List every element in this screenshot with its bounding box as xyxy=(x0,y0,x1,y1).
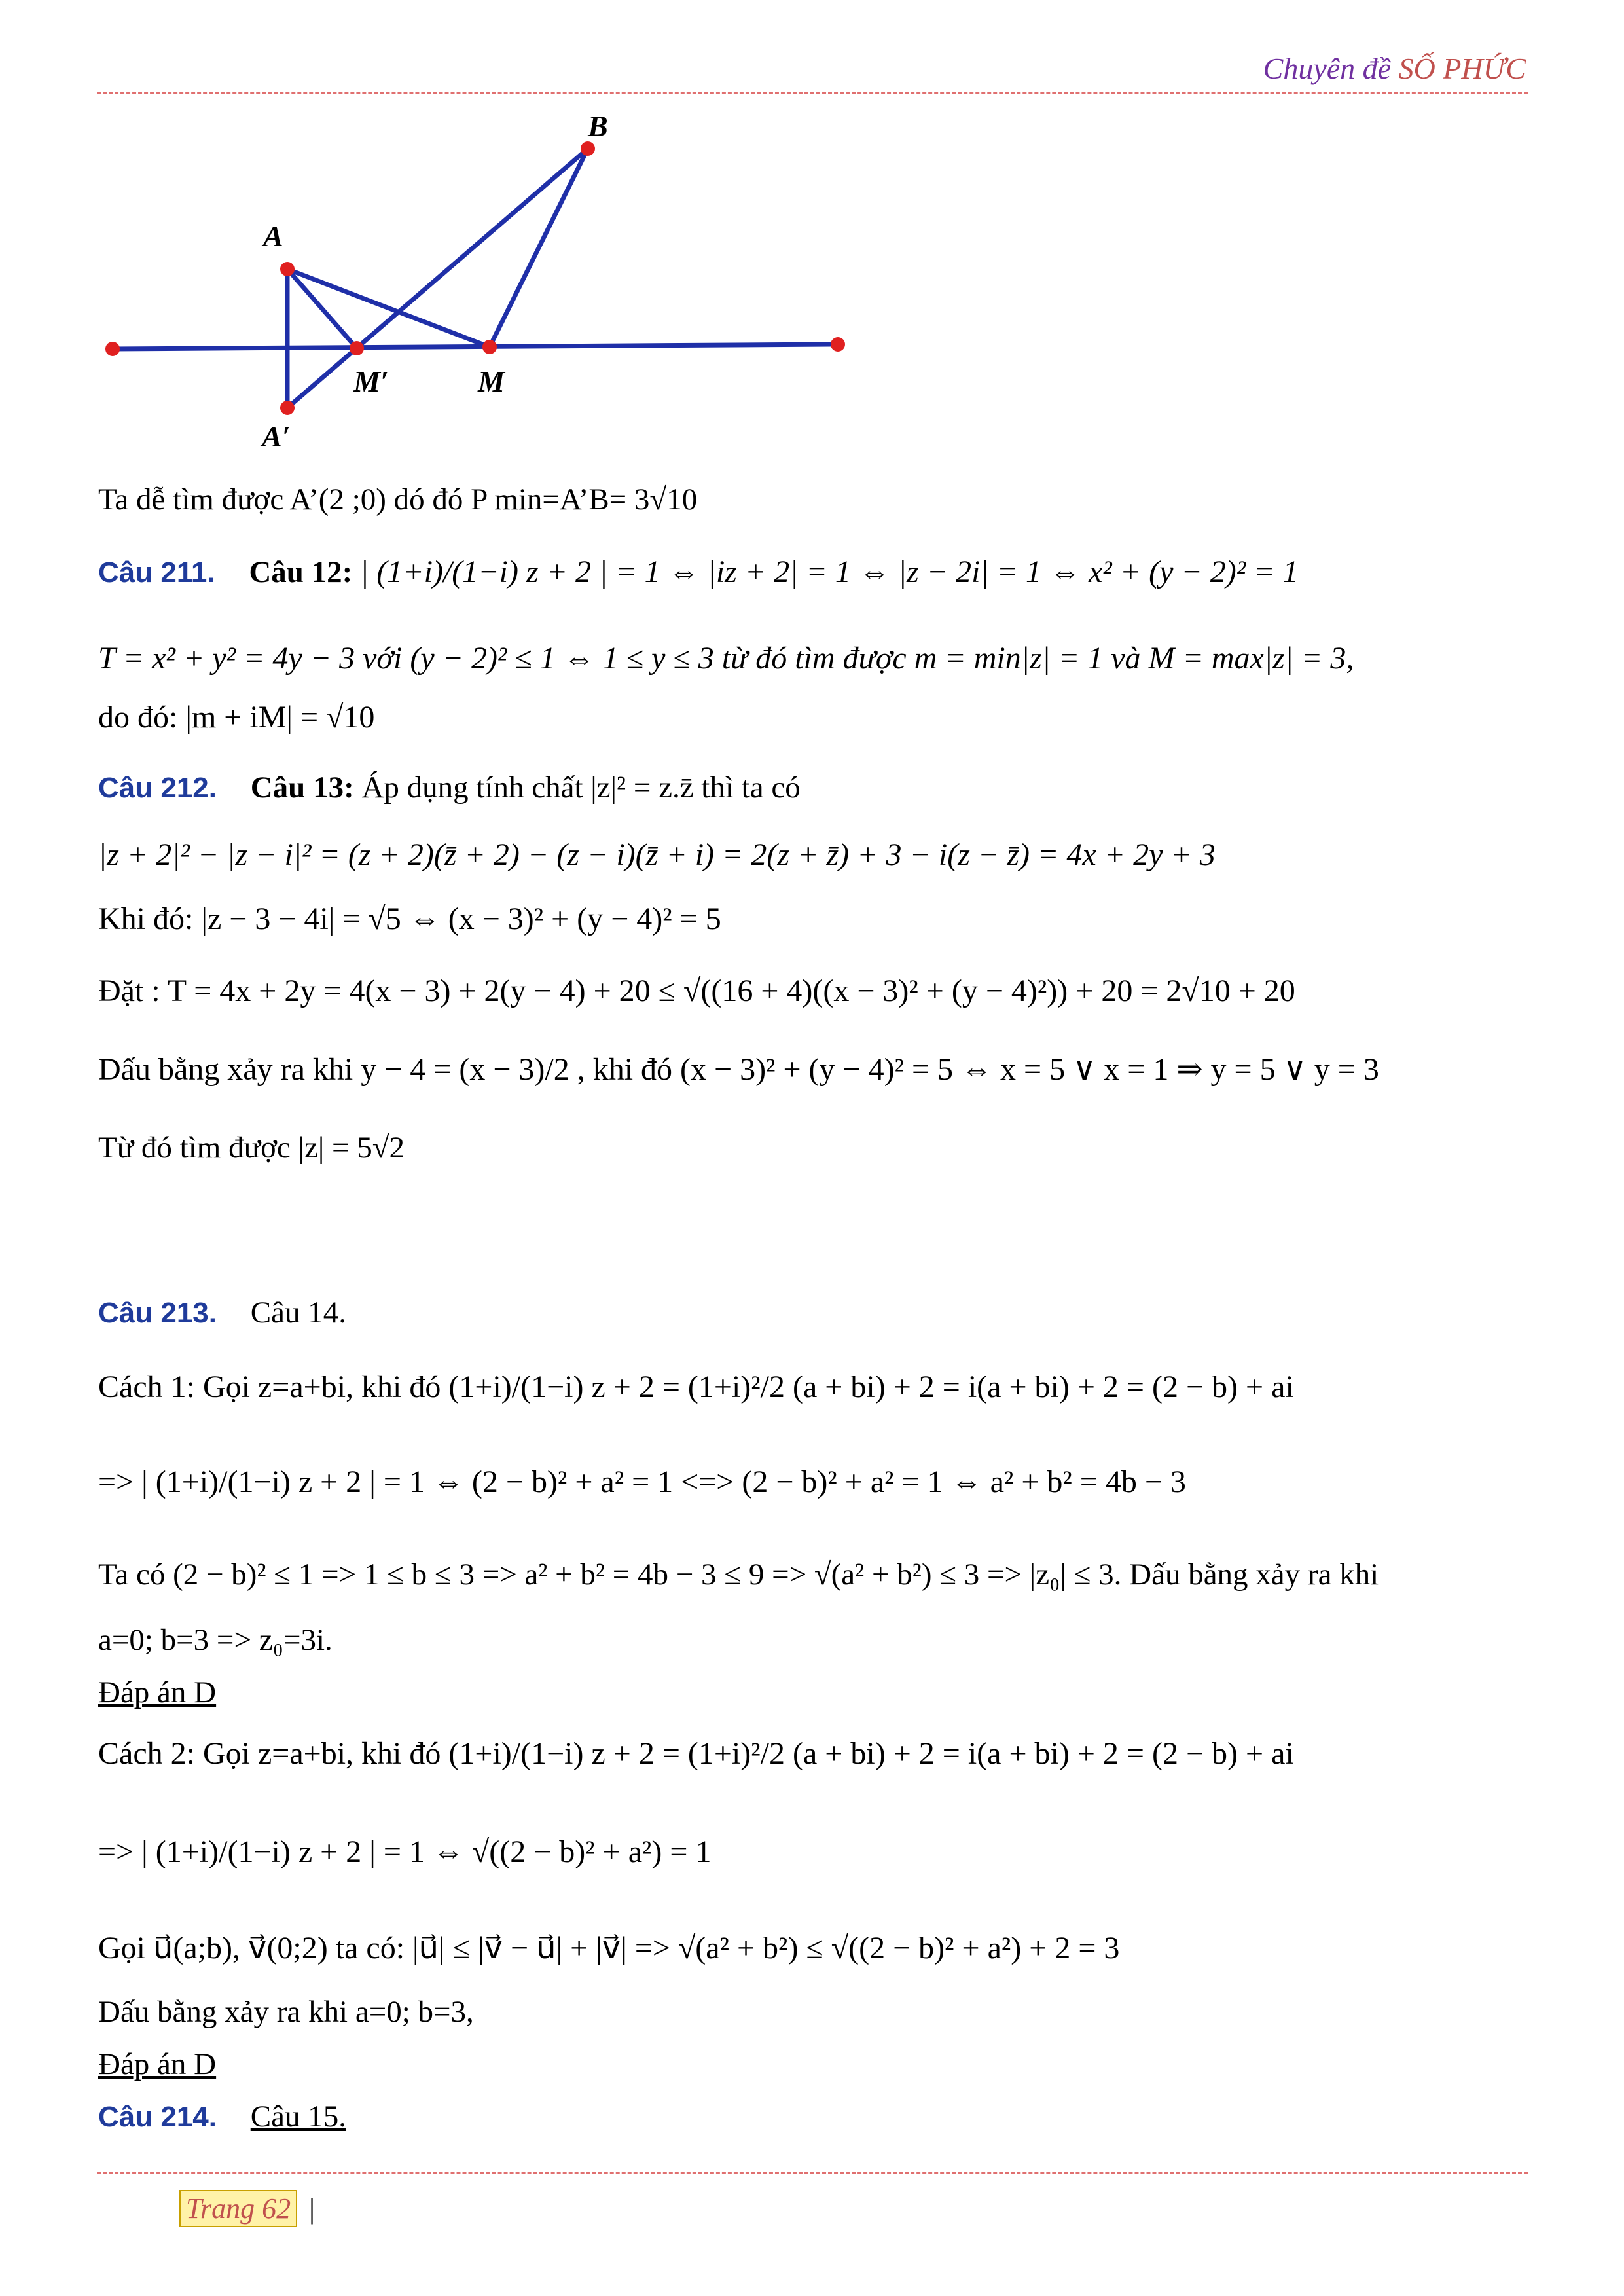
figure-label-B: B xyxy=(588,109,608,143)
question-number: Câu 212. xyxy=(98,772,217,804)
question-line xyxy=(98,1298,346,1328)
figure-segment-A-prime-B xyxy=(287,149,588,408)
figure-line-axis xyxy=(113,344,838,349)
math-line: Khi đó: |z − 3 − 4i| = √5 ⇔ (x − 3)² + (y − 4)² = 5 xyxy=(98,902,721,936)
question-label: Câu 13: xyxy=(250,771,354,805)
question-text: Câu 15. xyxy=(250,2100,346,2134)
question-line xyxy=(98,2102,346,2132)
figure-point-B xyxy=(581,141,595,156)
figure-segment-AM xyxy=(287,269,490,347)
header-topic: SỐ PHỨC xyxy=(1398,52,1526,85)
question-line xyxy=(98,556,1299,588)
question-number: Câu 214. xyxy=(98,2101,217,2133)
math-line: => | (1+i)/(1−i) z + 2 | = 1 ⇔ (2 − b)² + a² = 1 <=> (2 − b)² + a² = 1 ⇔ a² + b² = 4b − 3 xyxy=(98,1465,1186,1499)
header-rule xyxy=(97,92,1528,94)
math-line: Cách 2: Gọi z=a+bi, khi đó (1+i)/(1−i) z + 2 = (1+i)²/2 (a + bi) + 2 = i(a + bi) + 2 = (2 − b) + ai xyxy=(98,1736,1294,1771)
math-line: |z + 2|² − |z − i|² = (z + 2)(z̄ + 2) − (z − i)(z̄ + i) = 2(z + z̄) + 3 − i(z − z̄) = 4x + 2y + 3 xyxy=(98,837,1216,872)
text-line: Từ đó tìm được |z| = 5√2 xyxy=(98,1131,405,1165)
figure-label-A: A xyxy=(263,219,283,253)
question-number: Câu 211. xyxy=(98,556,215,589)
answer-line: Đáp án D xyxy=(98,2047,217,2081)
text-line: Ta có (2 − b)² ≤ 1 => 1 ≤ b ≤ 3 => a² + b² = 4b − 3 ≤ 9 => √(a² + b²) ≤ 3 => |z₀| ≤ 3. Dấu bằng xảy ra khi xyxy=(98,1558,1379,1592)
figure-segment-MB xyxy=(490,149,588,347)
math-line: Gọi u⃗(a;b), v⃗(0;2) ta có: |u⃗| ≤ |v⃗ − u⃗| + |v⃗| => √(a² + b²) ≤ √((2 − b)² + a²) + 2 = 3 xyxy=(98,1931,1120,1965)
footer-separator: | xyxy=(309,2193,315,2225)
figure-point-M xyxy=(482,340,497,354)
figure-point-A xyxy=(280,262,295,276)
text-line: Dấu bằng xảy ra khi a=0; b=3, xyxy=(98,1995,474,2029)
text-line: Ta dễ tìm được A’(2 ;0) dó đó P min=A’B= 3√10 xyxy=(98,483,698,517)
question-text: Câu 14. xyxy=(250,1296,346,1330)
geometry-figure xyxy=(92,105,877,471)
text-line: a=0; b=3 => z₀=3i. xyxy=(98,1623,333,1657)
question-label: Câu 12: xyxy=(249,555,353,589)
question-text: Áp dụng tính chất |z|² = z.z̄ thì ta có xyxy=(361,771,801,805)
figure-point-right-end xyxy=(831,337,845,352)
figure-point-left-end xyxy=(105,342,120,356)
math-line: do đó: |m + iM| = √10 xyxy=(98,700,375,735)
header-title xyxy=(1263,51,1526,86)
answer-line: Đáp án D xyxy=(98,1675,217,1709)
figure-label-M-prime: M′ xyxy=(353,365,389,398)
math-line: Đặt : T = 4x + 2y = 4(x − 3) + 2(y − 4) + 20 ≤ √((16 + 4)((x − 3)² + (y − 4)²)) + 20 = 2√10 + 20 xyxy=(98,974,1295,1008)
math-line: Dấu bằng xảy ra khi y − 4 = (x − 3)/2 , khi đó (x − 3)² + (y − 4)² = 5 ⇔ x = 5 ∨ x = 1 ⇒ y = 5 ∨ y = 3 xyxy=(98,1052,1379,1087)
page-footer xyxy=(179,2192,315,2225)
header-prefix: Chuyên đề xyxy=(1263,52,1399,85)
question-line xyxy=(98,773,801,803)
figure-point-M-prime xyxy=(350,341,364,355)
math-expression: | (1+i)/(1−i) z + 2 | = 1 ⇔ |iz + 2| = 1 ⇔ |z − 2i| = 1 ⇔ x² + (y − 2)² = 1 xyxy=(360,555,1299,589)
math-line: => | (1+i)/(1−i) z + 2 | = 1 ⇔ √((2 − b)² + a²) = 1 xyxy=(98,1834,712,1869)
footer-rule xyxy=(97,2172,1528,2174)
figure-label-A-prime: A′ xyxy=(262,420,291,453)
question-number: Câu 213. xyxy=(98,1297,217,1329)
figure-point-A-prime xyxy=(280,401,295,415)
figure-label-M: M xyxy=(478,365,505,398)
page-number: Trang 62 xyxy=(179,2190,297,2227)
math-line: Cách 1: Gọi z=a+bi, khi đó (1+i)/(1−i) z + 2 = (1+i)²/2 (a + bi) + 2 = i(a + bi) + 2 = (2 − b) + ai xyxy=(98,1370,1294,1404)
math-line: T = x² + y² = 4y − 3 với (y − 2)² ≤ 1 ⇔ 1 ≤ y ≤ 3 từ đó tìm được m = min|z| = 1 và M = max|z| = 3, xyxy=(98,641,1354,676)
